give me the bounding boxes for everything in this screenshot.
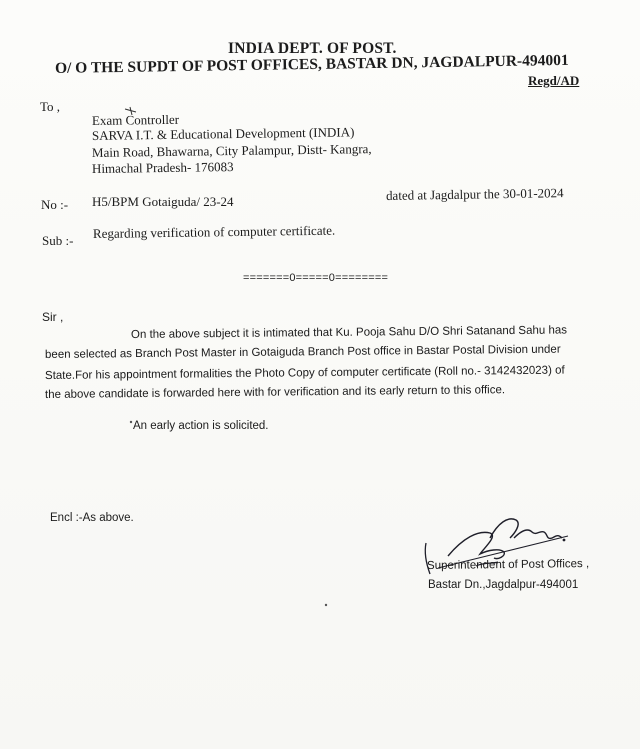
body-line: On the above subject it is intimated that Ku. Pooja Sahu D/O Shri Satanand Sahu has — [130, 324, 568, 341]
subject-label: Sub :- — [42, 233, 74, 248]
body-line: been selected as Branch Post Master in Gotaiguda Branch Post office in Bastar Postal Division under — [44, 343, 561, 361]
ink-dot — [323, 602, 329, 608]
to-label: To , — [40, 99, 61, 114]
action-line: An early action is solicited. — [133, 420, 269, 432]
recipient-line: Exam Controller — [91, 111, 180, 128]
ink-dot — [128, 419, 134, 425]
enclosure: Encl :-As above. — [50, 512, 134, 524]
pen-mark — [124, 106, 138, 116]
separator: =======0=====0======== — [243, 272, 389, 284]
reference-no-label: No :- — [41, 197, 69, 212]
reference-no-value: H5/BPM Gotaiguda/ 23-24 — [92, 194, 234, 209]
office-heading: O/ O THE SUPDT OF POST OFFICES, BASTAR DN, JAGDALPUR-494001 — [54, 51, 569, 77]
recipient-line: Himachal Pradesh- 176083 — [91, 159, 234, 176]
recipient-line: Main Road, Bhawarna, City Palampur, Distt- Kangra, — [91, 141, 372, 160]
body-line: the above candidate is forwarded here with for verification and its early return to this office. — [44, 384, 506, 401]
dept-heading: INDIA DEPT. OF POST. — [228, 40, 397, 57]
recipient-line: SARVA I.T. & Educational Development (INDIA) — [91, 124, 355, 143]
mail-mode: Regd/AD — [528, 73, 580, 88]
signatory-title: Superintendent of Post Offices , — [426, 558, 590, 572]
body-line: State.For his appointment formalities the Photo Copy of computer certificate (Roll no.- 3142432023) of — [44, 364, 565, 382]
salutation: Sir , — [42, 310, 64, 324]
subject-text: Regarding verification of computer certificate. — [92, 222, 336, 241]
reference-date: dated at Jagdalpur the 30-01-2024 — [385, 185, 564, 203]
signatory-office: Bastar Dn.,Jagdalpur-494001 — [428, 579, 579, 591]
